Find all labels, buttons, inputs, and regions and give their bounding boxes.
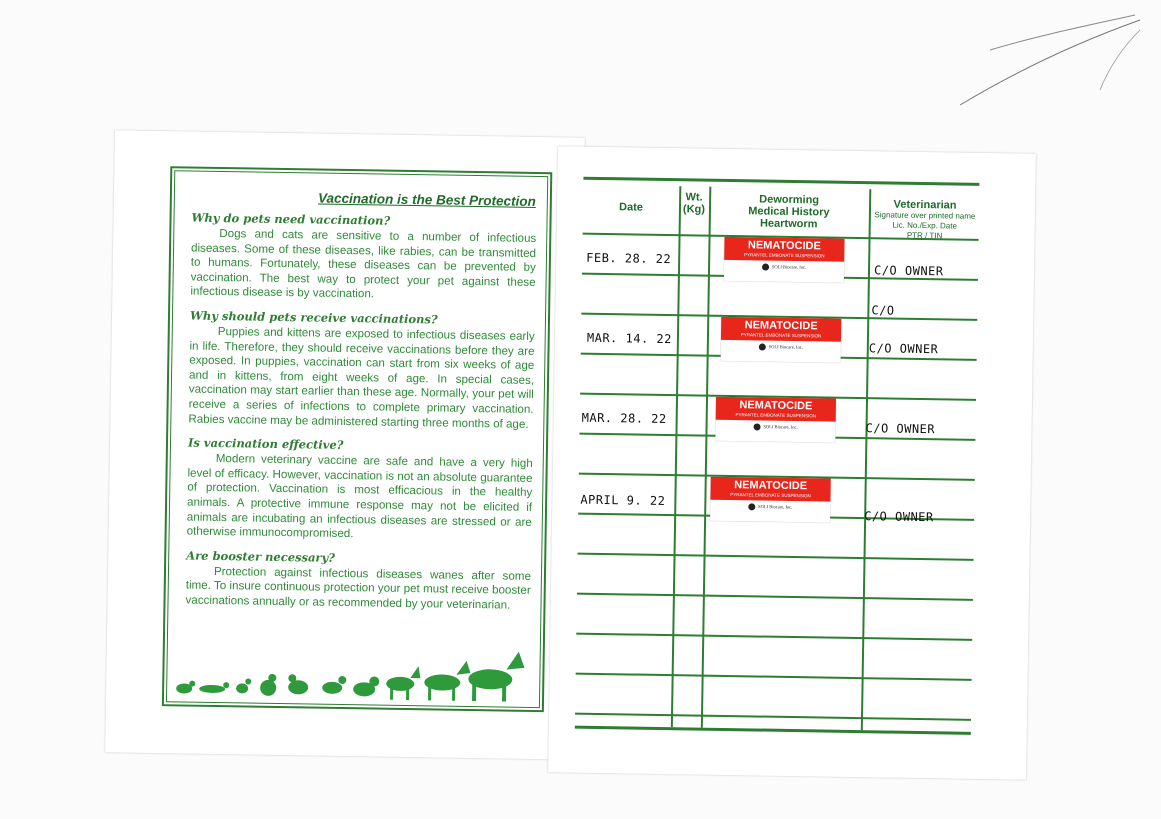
column-divider (861, 189, 871, 730)
dog-silhouettes-icon (172, 638, 533, 704)
entry-vet-signature: C/O OWNER (864, 509, 934, 525)
nematocide-sticker: NEMATOCIDE PYRANTEL EMBONATE SUSPENSION SOLI Biocare, Inc. (715, 397, 836, 443)
row-divider (575, 713, 971, 721)
section-booster (185, 548, 531, 613)
column-divider (671, 186, 681, 727)
section-body: Protection against infectious diseases wanes after some time. To insure continuous protection your pet must receive booster vaccinations annually or as recommended by your veterinarian. (185, 564, 532, 612)
section-heading: Why do pets need vaccination? (191, 210, 391, 228)
section-heading: Why should pets receive vaccinations? (189, 308, 438, 327)
nematocide-sticker: NEMATOCIDE PYRANTEL EMBONATE SUSPENSION SOLI Biocare, Inc. (724, 237, 845, 283)
entry-vet-signature: C/O OWNER (865, 421, 936, 437)
section-body: Dogs and cats are sensitive to a number of infectious diseases. Some of these diseases, like rabies, can be transmitted to humans. Fortunately, these diseases can be prevented by vaccination. The best way to protect your pet against these infectious disease is by vaccination. (190, 227, 537, 301)
entry-date: FEB. 28. 22 (586, 250, 672, 267)
section-why-receive (188, 309, 535, 433)
record-page (548, 146, 1036, 779)
section-body: Modern veterinary vaccine are safe and have a very high level of efficacy. However, vaccination is not an absolute guarantee of protection. Vaccination is most efficacious in the healthy animals. A protective immune response may not be elicited if animals are incubating an infectious diseases are stressed or are otherwise immunocompromised. (186, 452, 533, 541)
entry-date: MAR. 28. 22 (581, 410, 667, 427)
page-title: Vaccination is the Best Protection (317, 190, 536, 209)
info-frame (162, 166, 552, 712)
section-heading: Is vaccination effective? (187, 435, 344, 453)
header-weight: Wt. (Kg) (682, 191, 706, 216)
row-divider (577, 593, 973, 601)
row-divider (578, 553, 974, 561)
entry-vet-signature: C/O OWNER (873, 263, 944, 279)
nematocide-sticker: NEMATOCIDE PYRANTEL EMBONATE SUSPENSION SOLI Biocare, Inc. (710, 477, 831, 523)
deworming-record-table (575, 177, 980, 735)
section-heading: Are booster necessary? (186, 548, 336, 565)
column-divider (701, 187, 711, 728)
entry-date: MAR. 14. 22 (586, 330, 673, 347)
row-divider (576, 633, 972, 641)
pen-scribble (950, 5, 1150, 115)
table-bottom-rule (575, 726, 971, 735)
entry-date: APRIL 9. 22 (580, 492, 666, 509)
table-top-rule (583, 177, 979, 186)
section-body: Puppies and kittens are exposed to infectious diseases early in life. Therefore, they should receive vaccinations before they are exposed. In puppies, vaccination can start from six weeks of age and in kittens, from eight weeks of age. In special cases, vaccination may start earlier than these age. Normally, your pet will receive a series of infections to complete primary vaccination. Rabies vaccine may be administered starting three months of age. (188, 324, 535, 431)
entry-vet-signature: C/O (871, 303, 895, 318)
info-page (105, 130, 585, 759)
section-why-vaccinate (190, 211, 536, 305)
header-deworming: Deworming Medical History Heartworm (748, 193, 830, 231)
header-veterinarian: Veterinarian Signature over printed name Lic. No./Exp. Date PTR / TIN (874, 198, 976, 241)
section-effective (187, 436, 534, 545)
header-date: Date (618, 201, 644, 214)
info-text (185, 211, 536, 623)
row-divider (576, 673, 972, 681)
entry-vet-signature: C/O OWNER (868, 341, 939, 357)
nematocide-sticker: NEMATOCIDE PYRANTEL EMBONATE SUSPENSION SOLI Biocare, Inc. (721, 317, 842, 363)
